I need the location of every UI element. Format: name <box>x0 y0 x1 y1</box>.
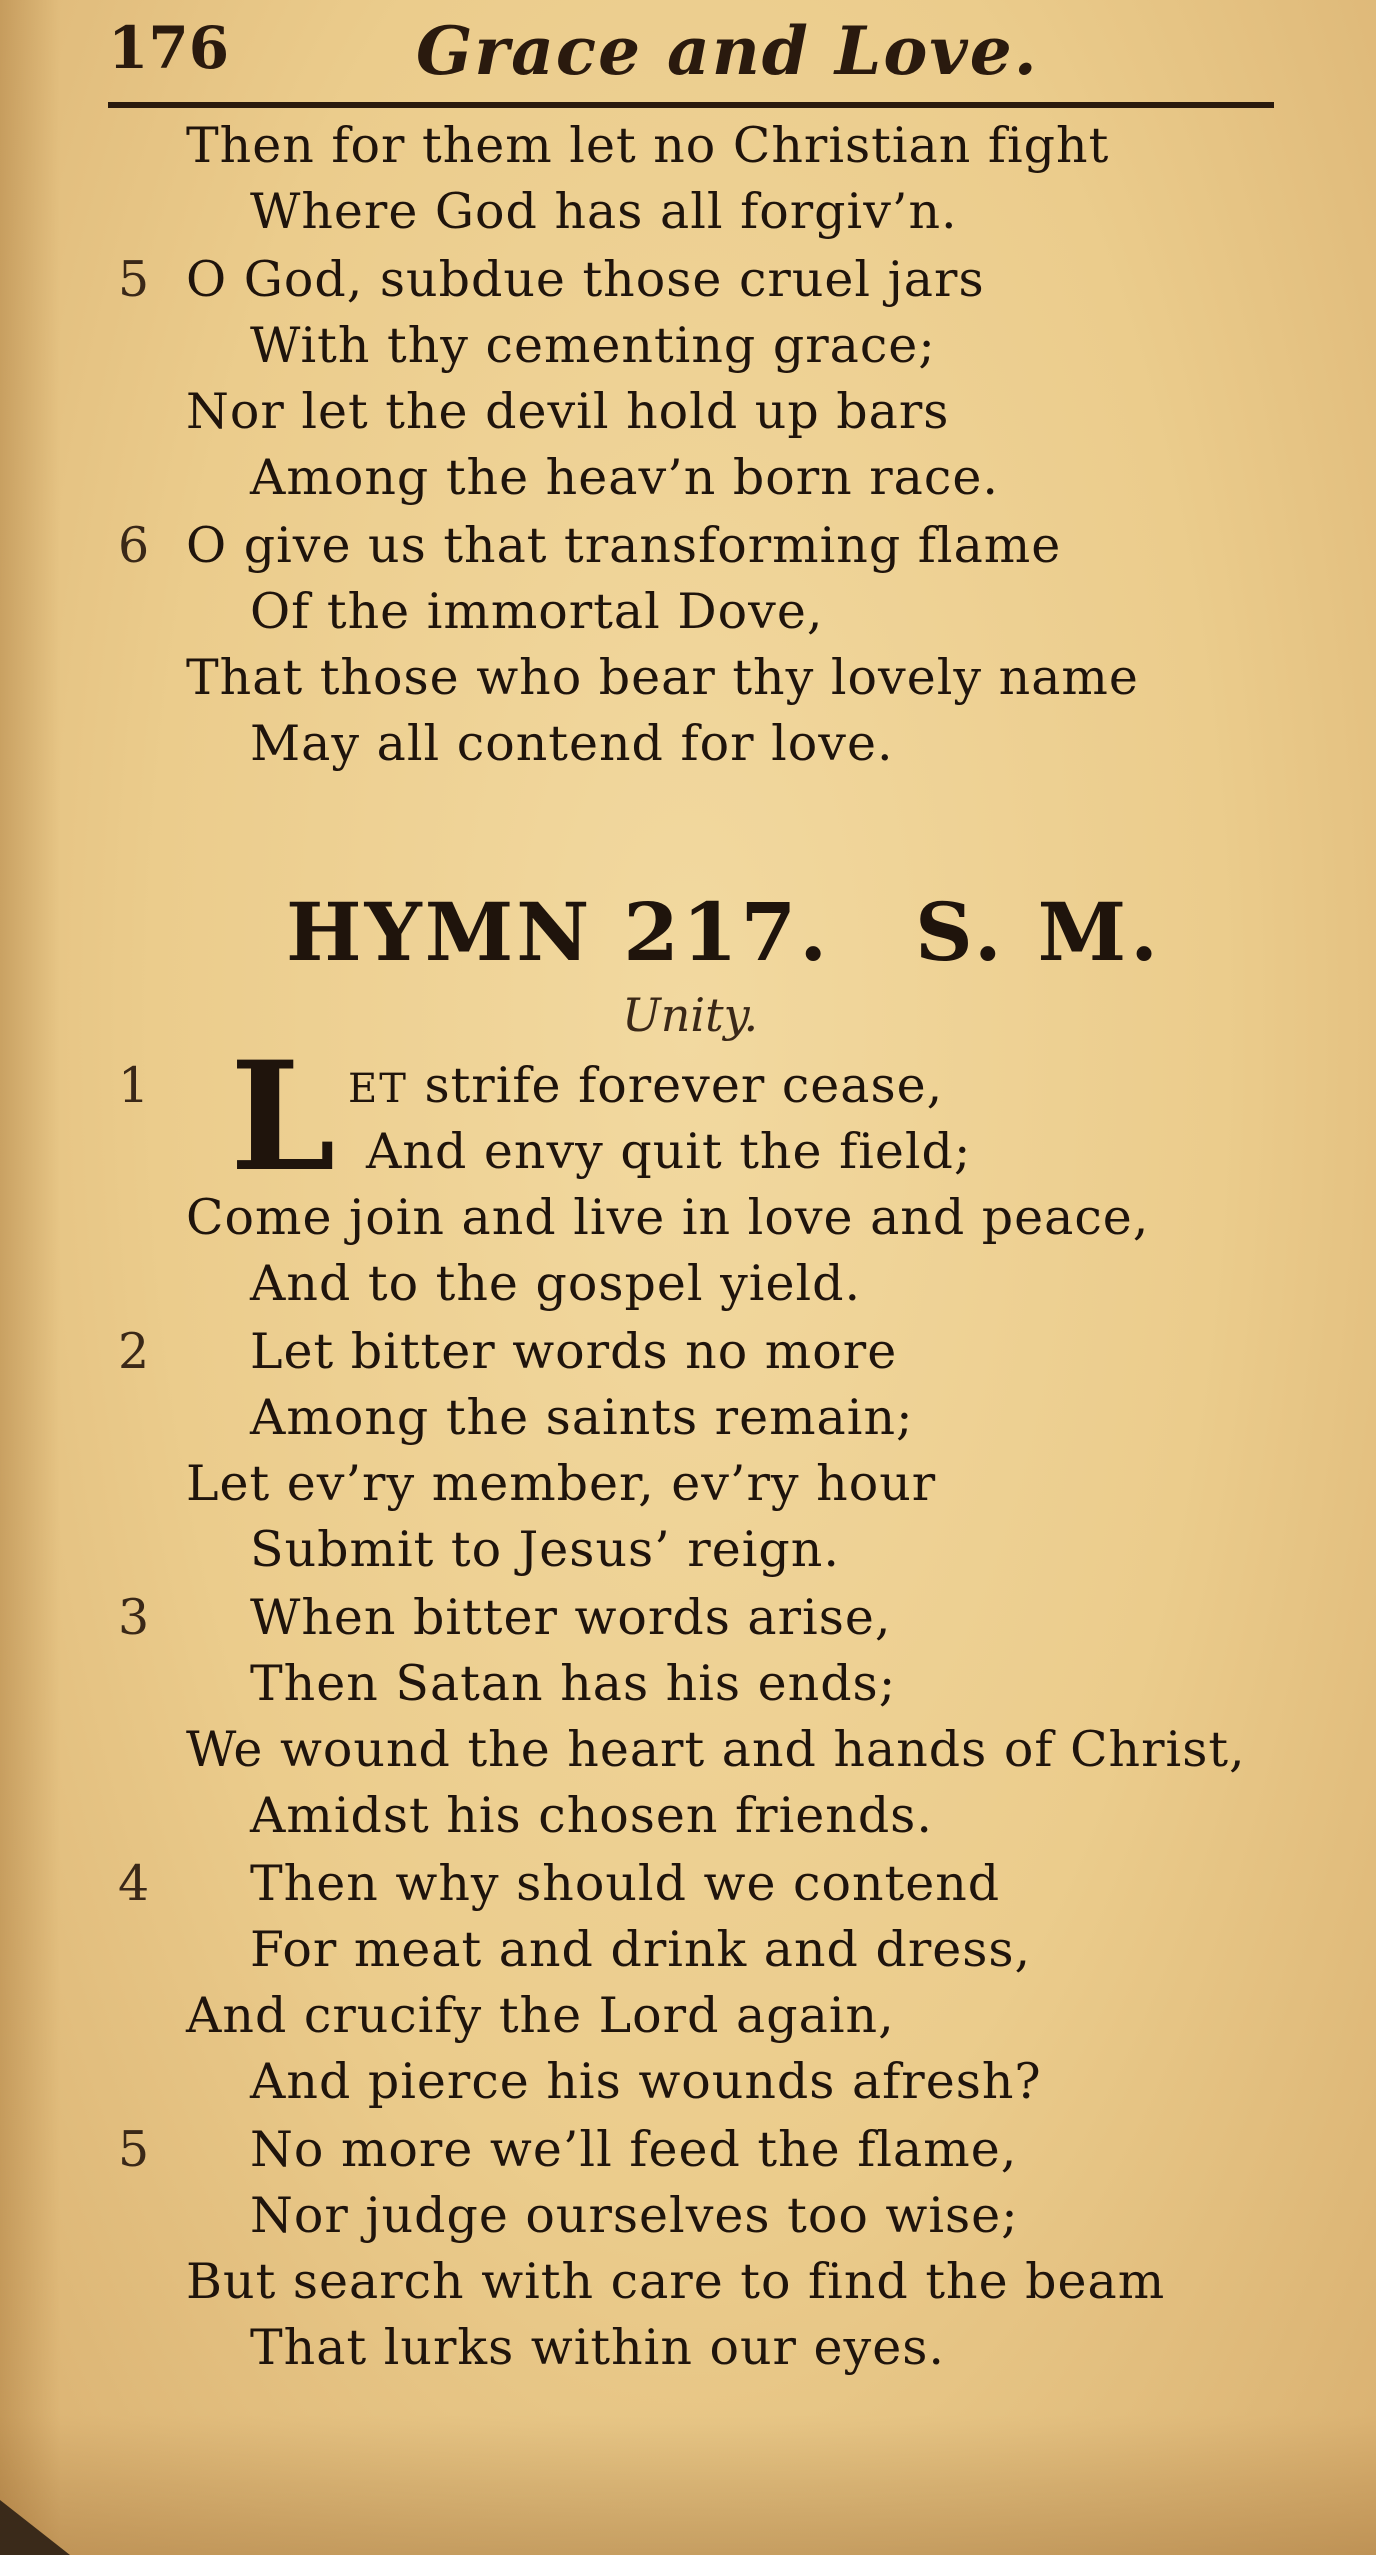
verse-line: Then for them let no Christian fight <box>186 117 1110 174</box>
first-line <box>348 1056 943 1119</box>
verse-line: Come join and live in love and peace, <box>186 1189 1150 1246</box>
hymn-heading: HYMN 217. <box>286 885 831 979</box>
verse-line: But search with care to find the beam <box>186 2253 1166 2310</box>
verse-number: 1 <box>118 1057 150 1114</box>
verse-line: And to the gospel yield. <box>250 1255 862 1312</box>
page-edge-stain <box>0 0 60 2555</box>
verse-number: 5 <box>118 251 150 308</box>
verse-line: O God, subdue those cruel jars <box>186 251 985 308</box>
verse-number: 5 <box>118 2121 150 2178</box>
verse-number: 3 <box>118 1589 150 1646</box>
hymn-meter: S. M. <box>915 885 1163 979</box>
verse-line: Nor judge ourselves too wise; <box>250 2187 1019 2244</box>
verse-line: Among the saints remain; <box>250 1389 914 1446</box>
verse-number: 6 <box>118 517 150 574</box>
verse-line: No more we’ll feed the flame, <box>250 2121 1018 2178</box>
verse-line: We wound the heart and hands of Christ, <box>186 1721 1246 1778</box>
verse-number: 2 <box>118 1323 150 1380</box>
page-number: 176 <box>108 14 230 82</box>
drop-cap: L <box>230 1029 336 1205</box>
verse-line: That those who bear thy lovely name <box>186 649 1139 706</box>
verse-line: Amidst his chosen friends. <box>250 1787 933 1844</box>
verse-line: When bitter words arise, <box>250 1589 892 1646</box>
page-corner <box>0 2500 70 2555</box>
page-bottom-stain <box>0 2415 1376 2555</box>
running-title: Grace and Love. <box>416 12 1039 90</box>
verse-line: And envy quit the field; <box>366 1123 972 1180</box>
verse-line: Let bitter words no more <box>250 1323 898 1380</box>
page-header <box>0 0 1376 90</box>
verse-line: Submit to Jesus’ reign. <box>250 1521 840 1578</box>
verse-line: O give us that transforming flame <box>186 517 1062 574</box>
verse-number: 4 <box>118 1855 150 1912</box>
verse-line: And pierce his wounds afresh? <box>250 2053 1042 2110</box>
verse-line: Among the heav’n born race. <box>250 449 999 506</box>
verse-line: With thy cementing grace; <box>250 317 936 374</box>
hymn-subtitle: Unity. <box>622 988 759 1042</box>
verse-line: Then Satan has his ends; <box>250 1655 897 1712</box>
first-line-text: strife forever cease, <box>407 1057 944 1114</box>
verse-line: Then why should we contend <box>250 1855 1001 1912</box>
verse-line: And crucify the Lord again, <box>186 1987 895 2044</box>
header-rule <box>108 102 1274 108</box>
verse-line: Nor let the devil hold up bars <box>186 383 950 440</box>
first-line-caps: ET <box>348 1066 408 1112</box>
verse-line: Where God has all forgiv’n. <box>250 183 958 240</box>
verse-line: For meat and drink and dress, <box>250 1921 1032 1978</box>
verse-line: Of the immortal Dove, <box>250 583 824 640</box>
verse-line: Let ev’ry member, ev’ry hour <box>186 1455 937 1512</box>
verse-line: That lurks within our eyes. <box>250 2319 945 2376</box>
verse-line: May all contend for love. <box>250 715 894 772</box>
